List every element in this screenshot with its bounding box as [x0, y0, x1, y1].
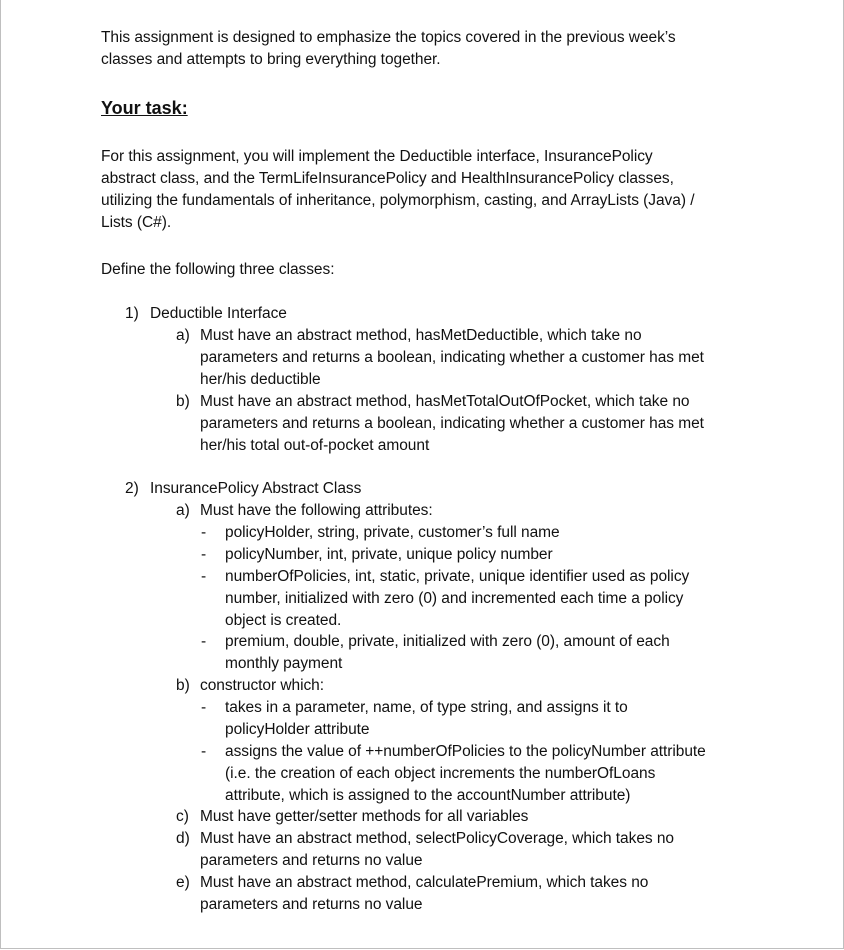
intro-line-2: classes and attempts to bring everything together.: [101, 51, 441, 68]
task-line-1: For this assignment, you will implement the Deductible interface, InsurancePolicy: [101, 148, 653, 165]
item2-title: InsurancePolicy Abstract Class: [150, 480, 362, 497]
item2-a-letter: a): [176, 502, 190, 519]
task-line-3: utilizing the fundamentals of inheritance, polymorphism, casting, and ArrayLists (Java) /: [101, 192, 695, 209]
item1-b-letter: b): [176, 393, 190, 410]
item1-number: 1): [125, 305, 139, 322]
item2-d-letter: d): [176, 830, 190, 847]
item2-b-letter: b): [176, 677, 190, 694]
item2-b-bullet-1-line-2: policyHolder attribute: [225, 721, 370, 738]
item2-a-text: Must have the following attributes:: [200, 502, 433, 519]
item2-b-bullet-2-line-3: attribute, which is assigned to the accountNumber attribute): [225, 787, 631, 804]
define-line: Define the following three classes:: [101, 261, 335, 278]
item2-a-bullet-4-dash: -: [201, 633, 207, 650]
item2-a-bullet-1: policyHolder, string, private, customer’s full name: [225, 524, 560, 541]
item1-a-letter: a): [176, 327, 190, 344]
item2-c-text: Must have getter/setter methods for all variables: [200, 808, 529, 825]
item2-d-line-2: parameters and returns no value: [200, 852, 423, 869]
item2-b-bullet-2-dash: -: [201, 743, 207, 760]
item1-a-line-1: Must have an abstract method, hasMetDeductible, which take no: [200, 327, 642, 344]
item2-a-bullet-2: policyNumber, int, private, unique policy number: [225, 546, 553, 563]
item2-b-bullet-2-line-1: assigns the value of ++numberOfPolicies to the policyNumber attribute: [225, 743, 706, 760]
item2-c-letter: c): [176, 808, 189, 825]
item2-b-bullet-1-line-1: takes in a parameter, name, of type string, and assigns it to: [225, 699, 628, 716]
item2-e-line-2: parameters and returns no value: [200, 896, 423, 913]
item2-b-bullet-2-line-2: (i.e. the creation of each object increments the numberOfLoans: [225, 765, 656, 782]
item2-a-bullet-3-line-1: numberOfPolicies, int, static, private, unique identifier used as policy: [225, 568, 690, 585]
intro-line-1: This assignment is designed to emphasize the topics covered in the previous week’s: [101, 29, 676, 46]
item1-b-line-1: Must have an abstract method, hasMetTotalOutOfPocket, which take no: [200, 393, 690, 410]
item2-a-bullet-3-dash: -: [201, 568, 207, 585]
section-heading: Your task:: [101, 98, 188, 118]
item1-a-line-3: her/his deductible: [200, 371, 321, 388]
item2-e-line-1: Must have an abstract method, calculatePremium, which takes no: [200, 874, 649, 891]
item2-e-letter: e): [176, 874, 190, 891]
item2-a-bullet-3-line-3: object is created.: [225, 612, 342, 629]
item2-b-text: constructor which:: [200, 677, 325, 694]
item2-a-bullet-4-line-1: premium, double, private, initialized with zero (0), amount of each: [225, 633, 670, 650]
item1-a-line-2: parameters and returns a boolean, indicating whether a customer has met: [200, 349, 704, 366]
item2-number: 2): [125, 480, 139, 497]
item1-b-line-3: her/his total out-of-pocket amount: [200, 437, 430, 454]
item2-b-bullet-1-dash: -: [201, 699, 207, 716]
task-line-2: abstract class, and the TermLifeInsurancePolicy and HealthInsurancePolicy classes,: [101, 170, 674, 187]
item2-a-bullet-2-dash: -: [201, 546, 207, 563]
task-line-4: Lists (C#).: [101, 214, 172, 231]
item1-title: Deductible Interface: [150, 305, 287, 322]
item2-a-bullet-3-line-2: number, initialized with zero (0) and incremented each time a policy: [225, 590, 684, 607]
item1-b-line-2: parameters and returns a boolean, indicating whether a customer has met: [200, 415, 704, 432]
item2-d-line-1: Must have an abstract method, selectPolicyCoverage, which takes no: [200, 830, 674, 847]
item2-a-bullet-1-dash: -: [201, 524, 207, 541]
item2-a-bullet-4-line-2: monthly payment: [225, 655, 343, 672]
